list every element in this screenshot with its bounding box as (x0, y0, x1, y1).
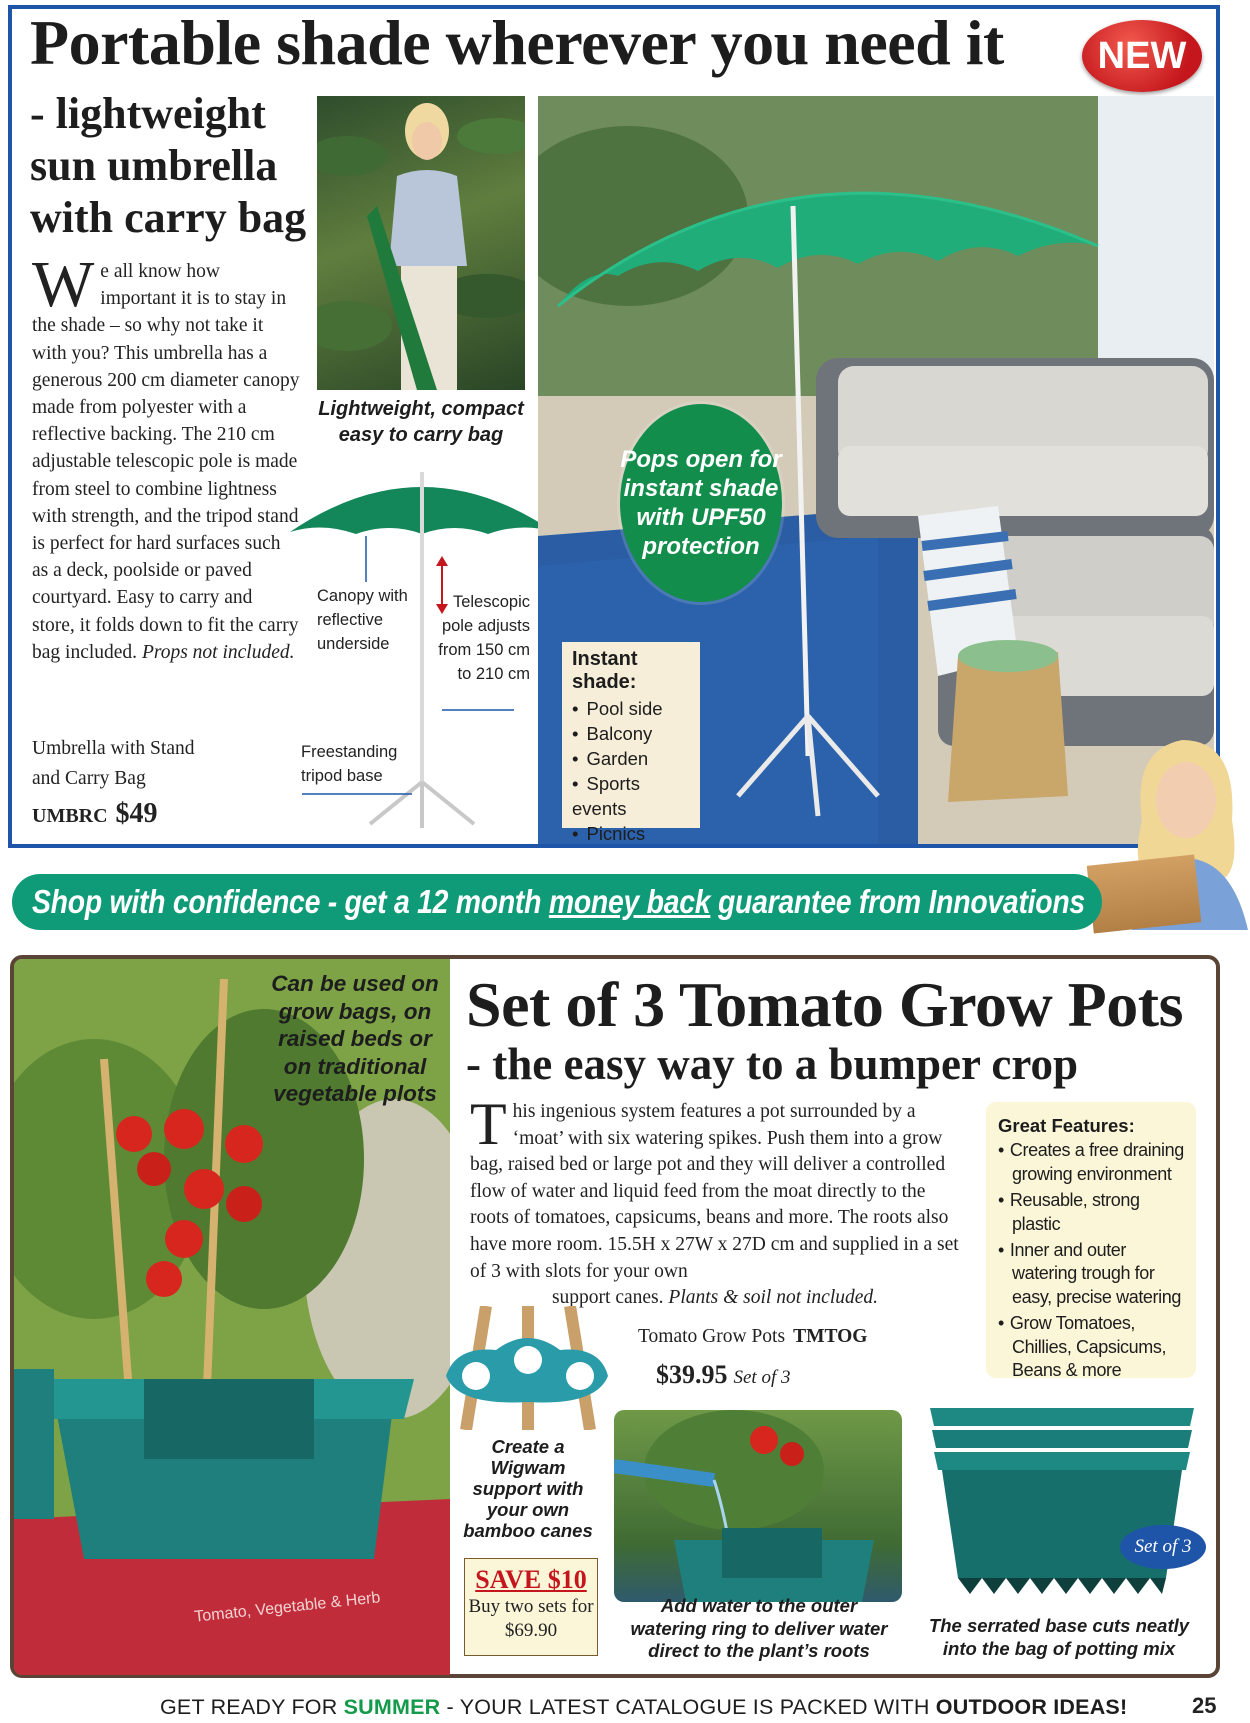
umbrella-product-line2: and Carry Bag (32, 768, 146, 789)
set-of-3-badge: Set of 3 (1120, 1525, 1206, 1569)
umbrella-title: Portable shade wherever you need it (30, 7, 1004, 78)
instant-shade-title: Instant shade: (572, 648, 638, 693)
banner-text-underlined: money back (548, 883, 711, 920)
tomato-plants-note: Plants & soil not included. (668, 1287, 879, 1309)
tomato-body-text: his ingenious system features a pot surrounded by a ‘moat’ with six watering spikes. Push them into a grow bag, raised bed or large pot and they will deliver a controlled flow of water and liquid feed from the moat directly to the roots of tomatoes, capsicums, beans and more. The roots also have more room. 15.5H x 27W x 27D cm and supplied in a set of 3 with slots for your own (470, 1101, 959, 1282)
instant-shade-box (562, 642, 700, 844)
tomato-product-name: Tomato Grow Pots (638, 1326, 786, 1347)
tomato-description (470, 1091, 960, 1312)
tripod-note: Freestanding tripod base (301, 743, 398, 785)
footer-summer: SUMMER (343, 1695, 441, 1719)
wigwam-holder-illustration (436, 1306, 616, 1430)
tomato-subtitle: - the easy way to a bumper crop (466, 1039, 1079, 1089)
instant-shade-item: • Balcony (572, 721, 690, 746)
watering-photo (614, 1410, 902, 1602)
instant-shade-list (572, 696, 690, 846)
canopy-note: Canopy with reflective underside (317, 587, 408, 653)
umbrella-dropcap: W (32, 248, 95, 321)
tomato-product-code: TMTOG (793, 1326, 868, 1347)
tomato-body-end: support canes. (551, 1287, 664, 1309)
feature-item: • Grow Tomatoes, Chillies, Capsicums, Beans & more (998, 1312, 1184, 1382)
pops-open-badge: Pops open for instant shade with UPF50 protection (620, 404, 782, 602)
umbrella-subtitle: - lightweight sun umbrella with carry bag (30, 89, 307, 242)
can-be-used-caption: Can be used on grow bags, on raised beds or on traditional vegetable plots (271, 971, 439, 1106)
catalogue-footer (160, 1695, 1127, 1720)
great-features-box (986, 1102, 1196, 1381)
umbrella-price-line (32, 798, 158, 830)
guarantee-banner-text (32, 874, 1085, 930)
feature-item: • Inner and outer watering trough for easy, precise watering (998, 1239, 1184, 1309)
woman-with-bag-illustration (317, 96, 525, 390)
save-offer-title: SAVE $10 (475, 1565, 587, 1594)
tomato-price: $39.95 (656, 1360, 728, 1389)
umbrella-props-note: Props not included. (141, 641, 295, 663)
instant-shade-item: • Sports events (572, 771, 690, 821)
umbrella-price: $49 (115, 798, 158, 829)
new-badge: NEW (1082, 20, 1202, 92)
bag-caption: Lightweight, compact easy to carry bag (318, 398, 524, 446)
watering-illustration (614, 1410, 902, 1602)
umbrella-product-name (32, 734, 194, 794)
umbrella-body-text: e all know how important it is to stay in the shade – so why not take it with you? This umbrella has a generous 200 cm diameter canopy made from polyester with a reflective backing. The 210 cm adjustable telescopic pole is made from steel to combine lightness with strength, and the tripod stand is perfect for hard surfaces such as a deck, poolside or paved courtyard. Easy to carry and store, it folds down to fit the carry bag included. (32, 261, 300, 663)
cardboard-box-illustration (1087, 855, 1202, 934)
save-offer-box (464, 1558, 598, 1656)
instant-shade-item: • Pool side (572, 696, 690, 721)
tomato-price-unit: Set of 3 (733, 1367, 791, 1388)
tomato-title: Set of 3 Tomato Grow Pots (466, 969, 1183, 1040)
banner-text-after: guarantee from Innovations (710, 883, 1085, 920)
grow-bag-print: Tomato, Vegetable & Herb (193, 1589, 382, 1626)
umbrella-description (32, 248, 300, 666)
banner-text-before: Shop with confidence - get a 12 month (32, 883, 549, 920)
serrated-base-caption: The serrated base cuts neatly into the bag of potting mix (928, 1615, 1190, 1659)
great-features-title: Great Features: (998, 1115, 1135, 1136)
save-offer-detail: Buy two sets for $69.90 (468, 1596, 594, 1641)
footer-text-1: GET READY FOR (160, 1695, 344, 1719)
great-features-list (998, 1139, 1184, 1382)
footer-outdoor-ideas: OUTDOOR IDEAS! (935, 1695, 1128, 1719)
wigwam-caption: Create a Wigwam support with your own bamboo canes (463, 1436, 593, 1541)
watering-caption: Add water to the outer watering ring to deliver water direct to the plant’s roots (630, 1595, 888, 1661)
tomato-price-line (656, 1360, 791, 1390)
pole-note: Telescopic pole adjusts from 150 cm to 210 cm (438, 593, 530, 683)
footer-text-2: - YOUR LATEST CATALOGUE IS PACKED WITH (440, 1695, 936, 1719)
instant-shade-item: • Garden (572, 746, 690, 771)
umbrella-product-code: UMBRC (32, 805, 108, 827)
woman-with-bag-photo (317, 96, 525, 390)
tomato-product-line (638, 1326, 867, 1348)
tomato-dropcap: T (470, 1091, 507, 1157)
instant-shade-item: • Picnics (572, 821, 690, 846)
feature-item: • Creates a free draining growing environment (998, 1139, 1184, 1186)
page-number: 25 (1192, 1693, 1217, 1718)
feature-item: • Reusable, strong plastic (998, 1189, 1184, 1236)
umbrella-product-line1: Umbrella with Stand (32, 738, 195, 759)
